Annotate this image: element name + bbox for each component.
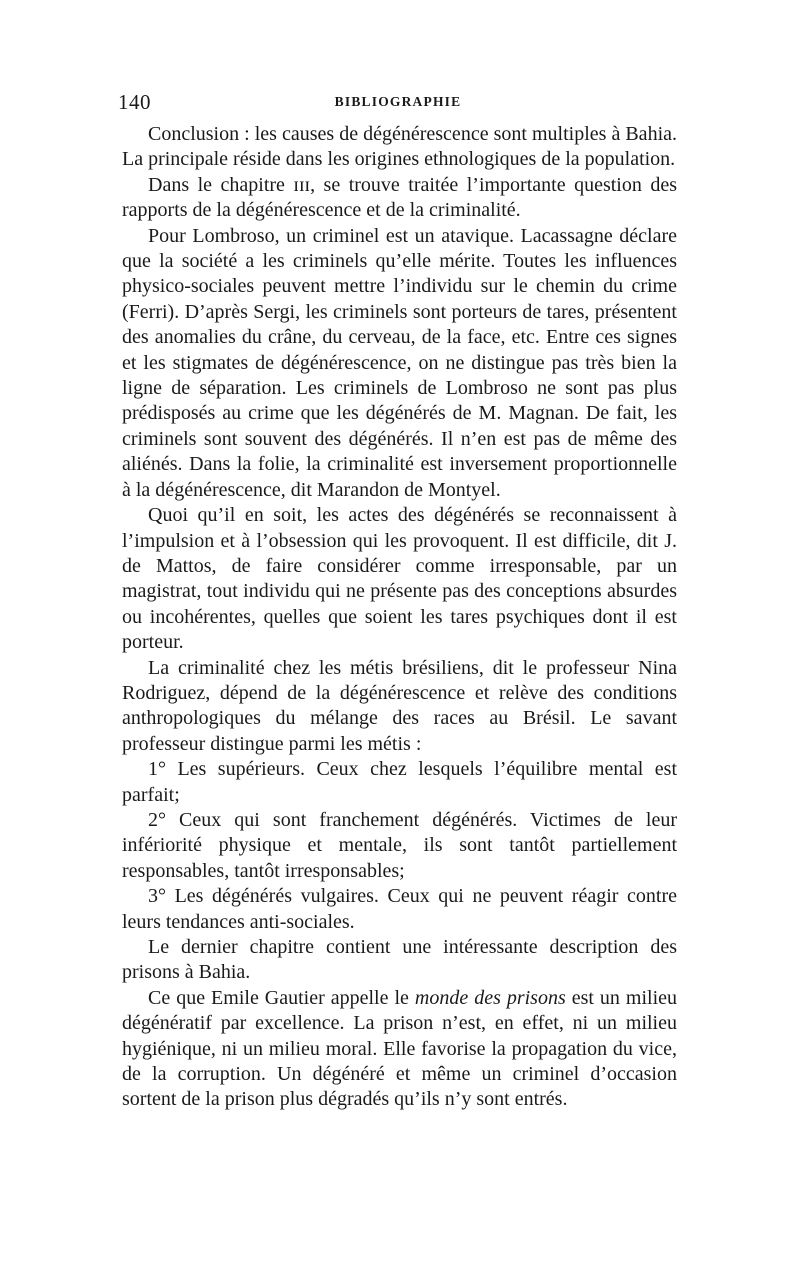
- body-text: [122, 122, 677, 1113]
- page-header: [118, 90, 678, 120]
- list-item-superieurs: 1° Les supérieurs. Ceux chez lesquels l’équilibre mental est parfait;: [122, 758, 677, 806]
- running-title: BIBLIOGRAPHIE: [334, 94, 462, 109]
- list-item-vulgaires: 3° Les dégénérés vulgaires. Ceux qui ne peuvent réagir contre leurs tendances anti-sociales.: [122, 885, 677, 933]
- prisons-text-after: est un milieu dégénératif par excellence. La prison n’est, en effet, ni un milieu hygiénique, ni un milieu moral. Elle favorise la propagation du vice, de la corruption. Un dégénéré et même un criminel d’occasion sortent de la prison plus dégradés qu’ils n’y sont entrés.: [122, 986, 678, 1111]
- list-item-degeneres: 2° Ceux qui sont franchement dégénérés. Victimes de leur infériorité physique et mentale, ils sont tantôt partiellement responsables, tantôt irresponsables;: [122, 808, 677, 882]
- paragraph-prisons: [122, 986, 677, 1113]
- prisons-text-before: Ce que Emile Gautier appelle le: [148, 986, 415, 1009]
- paragraph-metis: La criminalité chez les métis brésiliens, dit le professeur Nina Rodriguez, dépend de la dégénérescence et relève des conditions anthropologiques du mélange des races au Brésil. Le savant professeur distingue parmi les métis :: [122, 656, 677, 755]
- paragraph-lombroso: Pour Lombroso, un criminel est un atavique. Lacassagne déclare que la société a les criminels qu’elle mérite. Toutes les influences physico-sociales peuvent mettre l’individu sur le chemin du crime (Ferri). D’après Sergi, les criminels sont porteurs de tares, présentent des anomalies du crâne, du cerveau, de la face, etc. Entre ces signes et les stigmates de dégénérescence, on ne distingue pas très bien la ligne de séparation. Les criminels de Lombroso ne sont pas plus prédisposés au crime que les dégénérés de M. Magnan. De fait, les criminels sont souvent des dégénérés. Il n’en est pas de même des aliénés. Dans la folie, la criminalité est inversement proportionnelle à la dégénérescence, dit Marandon de Montyel.: [122, 224, 677, 501]
- paragraph-dernier-chapitre: Le dernier chapitre contient une intéressante description des prisons à Bahia.: [122, 936, 677, 984]
- paragraph-conclusion: Conclusion : les causes de dégénérescence sont multiples à Bahia. La principale réside dans les origines ethnologiques de la population.: [122, 123, 677, 171]
- prisons-emphasis: monde des prisons: [414, 986, 566, 1009]
- paragraph-chapter-three: Dans le chapitre ɪɪɪ, se trouve traitée l’importante question des rapports de la dégénérescence et de la criminalité.: [122, 173, 677, 222]
- paragraph-impulsion: Quoi qu’il en soit, les actes des dégénérés se reconnaissent à l’impulsion et à l’obsession qui les provoquent. Il est difficile, dit J. de Mattos, de faire considérer comme irresponsable, par un magistrat, tout individu qui ne présente pas des conceptions absurdes ou incohérentes, quelles que soient les tares psychiques dont il est porteur.: [122, 504, 677, 654]
- page-number: 140: [118, 90, 151, 114]
